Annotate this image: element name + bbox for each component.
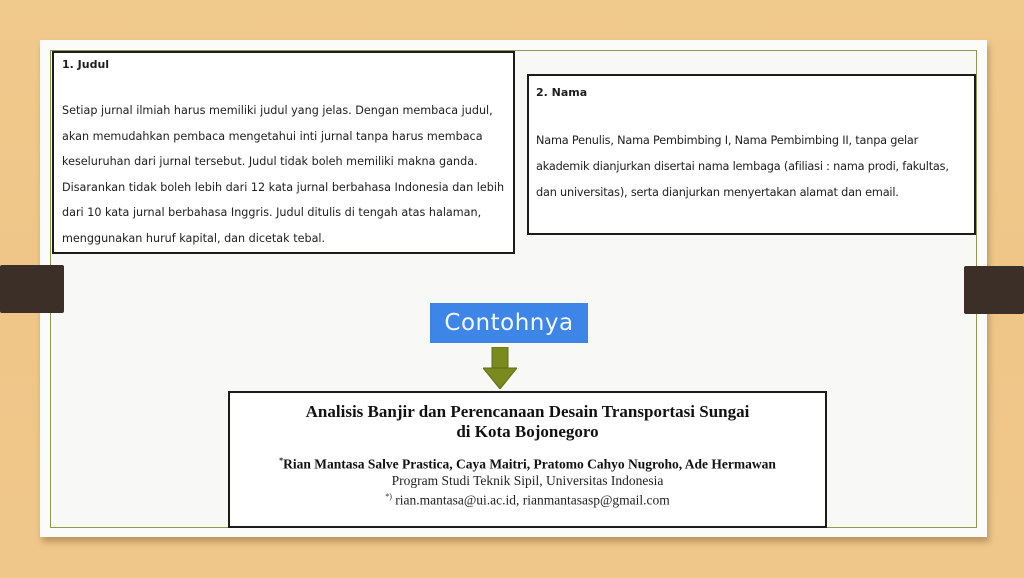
section-nama-body: Nama Penulis, Nama Pembimbing I, Nama Pembimbing II, tanpa gelar akademik dianjurkan disertai nama lembaga (afiliasi : nama prodi, fakultas, dan universitas), serta dianjurkan menyertakan alamat dan email. [536, 134, 949, 199]
binder-clip-right [964, 266, 1024, 314]
example-title-line2: di Kota Bojonegoro [456, 422, 599, 441]
section-nama-box [527, 74, 976, 235]
email-marker: *) [385, 491, 392, 501]
example-authors [230, 456, 825, 473]
section-judul-title: 1. Judul [62, 58, 110, 71]
binder-clip-left [0, 265, 64, 313]
authors-names: Rian Mantasa Salve Prastica, Caya Maitri, Pratomo Cahyo Nugroho, Ade Hermawan [283, 456, 776, 472]
example-emails [230, 489, 825, 509]
email-addresses: rian.mantasa@ui.ac.id, rianmantasasp@gmail.com [395, 492, 670, 507]
example-affiliation: Program Studi Teknik Sipil, Universitas Indonesia [391, 472, 664, 488]
example-title-line1: Analisis Banjir dan Perencanaan Desain Transportasi Sungai [305, 402, 750, 421]
arrow-down-icon [483, 347, 517, 389]
section-judul-box [52, 51, 515, 254]
section-judul-body: Setiap jurnal ilmiah harus memiliki judul yang jelas. Dengan membaca judul, akan memudahkan pembaca mengetahui inti jurnal tanpa harus membaca keseluruhan dari jurnal tersebut. Judul tidak boleh memiliki makna ganda. Disarankan tidak boleh lebih dari 12 kata jurnal berbahasa Indonesia dan lebih dari 10 kata jurnal berbahasa Inggris. Judul ditulis di tengah atas halaman, menggunakan huruf kapital, dan dicetak tebal. [62, 104, 505, 245]
authors-marker: * [279, 456, 284, 465]
example-label: Contohnya [430, 303, 588, 343]
example-paper-header [228, 391, 827, 528]
section-nama-title: 2. Nama [536, 86, 588, 99]
